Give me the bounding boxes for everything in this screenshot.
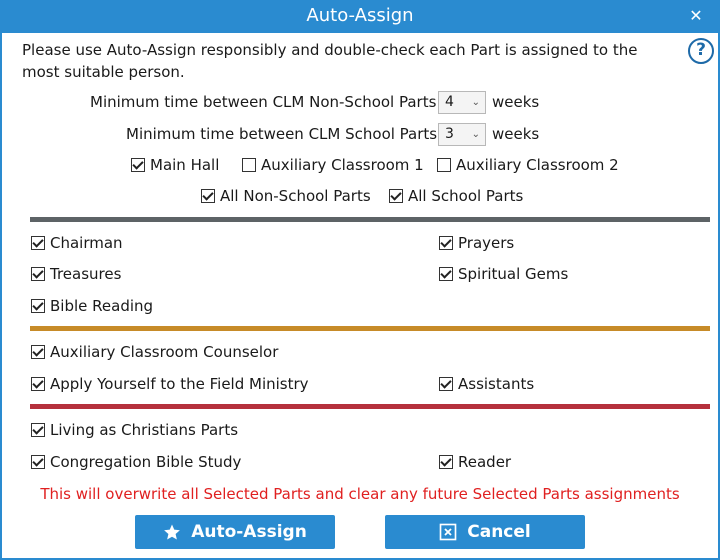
checkbox-checked-icon [31,345,45,359]
separator-living [30,404,710,409]
non-school-interval-label: Minimum time between CLM Non-School Parts [90,93,437,111]
checkbox-checked-icon [201,189,215,203]
checkbox-unchecked-icon [437,158,451,172]
checkbox-label: Living as Christians Parts [50,421,239,439]
checkbox-label: Assistants [458,375,535,393]
living-christians-checkbox[interactable] [31,421,238,439]
checkbox-label: Chairman [50,234,123,252]
school-interval-value: 3 [445,126,454,142]
checkbox-label: All School Parts [408,187,524,205]
overwrite-warning: This will overwrite all Selected Parts and clear any future Selected Parts assignments [40,485,680,503]
checkbox-label: Bible Reading [50,297,154,315]
checkbox-unchecked-icon [242,158,256,172]
checkbox-label: Auxiliary Classroom 1 [261,156,424,174]
all-school-checkbox[interactable] [389,187,523,205]
intro-text: Please use Auto-Assign responsibly and double-check each Part is assigned to the most suitable person. [22,41,638,81]
checkbox-checked-icon [31,236,45,250]
weeks-label: weeks [492,125,540,143]
all-non-school-checkbox[interactable] [201,187,371,205]
weeks-label: weeks [492,93,540,111]
checkbox-checked-icon [31,423,45,437]
aux-classroom-1-checkbox[interactable] [242,156,424,174]
checkbox-checked-icon [439,267,453,281]
non-school-interval-value: 4 [445,94,454,110]
checkbox-label: Apply Yourself to the Field Ministry [50,375,309,393]
checkbox-checked-icon [31,299,45,313]
school-interval-select[interactable] [438,123,486,146]
chevron-down-icon: ⌄ [471,97,480,108]
aux-counselor-checkbox[interactable] [31,343,278,361]
separator-general [30,217,710,222]
field-ministry-checkbox[interactable] [31,375,309,393]
reader-checkbox[interactable] [439,453,511,471]
cancel-label: Cancel [467,522,531,542]
checkbox-checked-icon [439,455,453,469]
close-box-icon [439,523,457,541]
congregation-bible-study-checkbox[interactable] [31,453,241,471]
school-interval-label: Minimum time between CLM School Parts [126,125,438,143]
checkbox-checked-icon [131,158,145,172]
checkbox-label: Congregation Bible Study [50,453,242,471]
checkbox-checked-icon [31,455,45,469]
cancel-button[interactable] [385,515,585,549]
auto-assign-button[interactable] [135,515,335,549]
checkbox-checked-icon [389,189,403,203]
checkbox-label: Auxiliary Classroom 2 [456,156,619,174]
prayers-checkbox[interactable] [439,234,514,252]
checkbox-label: Main Hall [150,156,220,174]
auto-assign-label: Auto-Assign [191,522,307,542]
separator-ministry [30,326,710,331]
checkbox-label: Prayers [458,234,515,252]
checkbox-label: Reader [458,453,512,471]
treasures-checkbox[interactable] [31,265,121,283]
title-bar [0,0,720,33]
aux-classroom-2-checkbox[interactable] [437,156,619,174]
checkbox-checked-icon [439,236,453,250]
close-icon[interactable]: ✕ [689,6,703,25]
chairman-checkbox[interactable] [31,234,123,252]
star-icon [163,523,181,541]
checkbox-label: Treasures [50,265,122,283]
main-hall-checkbox[interactable] [131,156,219,174]
checkbox-label: Auxiliary Classroom Counselor [50,343,279,361]
help-icon[interactable]: ? [688,38,714,64]
dialog-title: Auto-Assign [306,5,414,26]
checkbox-label: All Non-School Parts [220,187,371,205]
checkbox-label: Spiritual Gems [458,265,569,283]
dialog-body [2,33,718,558]
chevron-down-icon: ⌄ [471,129,480,140]
checkbox-checked-icon [31,377,45,391]
checkbox-checked-icon [31,267,45,281]
non-school-interval-select[interactable] [438,91,486,114]
bible-reading-checkbox[interactable] [31,297,153,315]
checkbox-checked-icon [439,377,453,391]
spiritual-gems-checkbox[interactable] [439,265,568,283]
assistants-checkbox[interactable] [439,375,534,393]
